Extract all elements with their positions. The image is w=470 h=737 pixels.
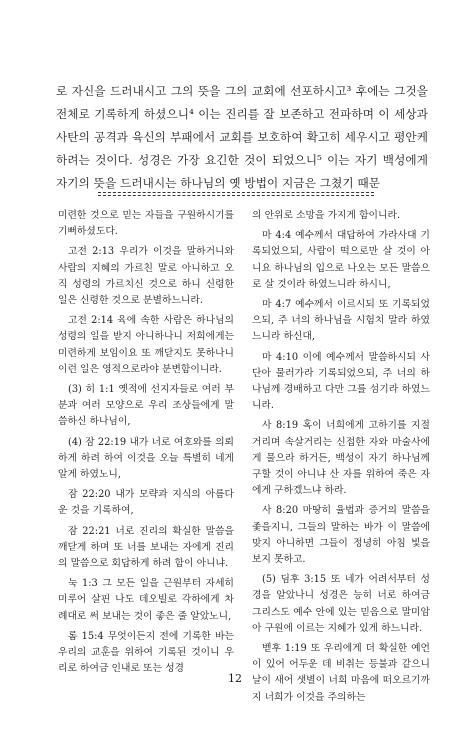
scripture-reference-paragraph: (3) 히 1:1 옛적에 선지자들로 여러 부분과 여러 모양으로 우리 조상들에게 말씀하신 하나님이, [58, 384, 234, 428]
scripture-reference-paragraph: 잠 22:20 내가 모략과 지식의 아름다운 것을 기록하여, [58, 489, 234, 517]
scripture-reference-paragraph: 마 4:7 예수께서 이르시되 또 기록되었으되, 주 너의 하나님을 시험치 말라 하였느니라 하신대, [252, 299, 430, 343]
page-number: 12 [228, 672, 242, 685]
footnote-column-right [252, 208, 430, 710]
footnote-column-left [58, 208, 234, 681]
scripture-reference-paragraph: 마 4:10 이에 예수께서 말씀하시되 사단아 물러가라 기록되었으되, 주 너의 하나님께 경배하고 다만 그를 섬기라 하였느니라. [252, 351, 430, 412]
scripture-reference-paragraph: 눅 1:3 그 모든 일을 근원부터 자세히 미루어 살핀 나도 데오빌로 각하에게 차례대로 써 보내는 것이 좋은 줄 알았노니, [58, 578, 234, 622]
main-paragraph: 로 자신을 드러내시고 그의 뜻을 그의 교회에 선포하시고³ 후에는 그것을 전체로 기록하게 하셨으니⁴ 이는 진리를 잘 보존하고 전파하며 이 세상과 사탄의 공격과 육신의 부패에서 교회를 보호하여 확고히 세우시고 평안케 하려는 것이다. 성경은 가장 요긴한 것이 되었으니⁵ 이는 자기 백성에게 자기의 뜻을 드러내시는 하나님의 옛 방법이 지금은 그쳤기 때문 [56, 84, 428, 190]
scripture-reference-paragraph: 고전 2:13 우리가 이것을 말하거니와 사람의 지혜의 가르친 말로 아니하고 오직 성령의 가르치신 것으로 하니 신령한 일은 신령한 것으로 분별하느니라. [58, 246, 234, 307]
main-text-block [56, 80, 428, 195]
scripture-reference-paragraph: 고전 2:14 육에 속한 사람은 하나님의 성령의 일을 받지 아니하나니 저희에게는 미련하게 보임이요 또 깨닫지도 못하나니 이런 일은 영적으로라야 분변함이니라. [58, 315, 234, 375]
scripture-reference-paragraph: 사 8:19 혹이 너희에게 고하기를 지절거리며 속살거리는 신접한 자와 마술사에게 물으라 하거든, 백성이 자기 하나님께 구할 것이 아니냐 산 자를 위하여 죽은 자에게 구하겠느냐 하라. [252, 420, 430, 497]
scripture-reference-paragraph: 벧후 1:19 또 우리에게 더 확실한 예언이 있어 어두운 데 비취는 등불과 같으니 날이 새어 샛별이 너희 마음에 떠오르기까지 너희가 이것을 주의하는 [252, 643, 430, 703]
scripture-reference-paragraph: 잠 22:21 너로 진리의 확실한 말씀을 깨닫게 하며 또 너를 보내는 자에게 진리의 말씀으로 회답하게 하려 함이 아니냐. [58, 525, 234, 570]
section-divider [98, 192, 374, 196]
scripture-reference-paragraph: 미련한 것으로 믿는 자들을 구원하시기를 기뻐하셨도다. [58, 210, 234, 238]
scripture-reference-paragraph: (4) 잠 22:19 내가 너로 여호와를 의뢰하게 하려 하여 이것을 오늘 특별히 네게 알게 하였노니, [58, 436, 234, 481]
scripture-reference-paragraph: (5) 딤후 3:15 또 네가 어려서부터 성경을 알았나니 성경은 능히 너로 하여금 그리스도 예수 안에 있는 믿음으로 말미암아 구원에 이르는 지혜가 있게 하느니라. [252, 574, 430, 634]
scripture-reference-paragraph: 롬 15:4 무엇이든지 전에 기록한 바는 우리의 교훈을 위하여 기록된 것이니 우리로 하여금 인내로 또는 성경 [58, 630, 234, 675]
scripture-reference-paragraph: 의 안위로 소망을 가지게 함이니라. [252, 210, 401, 221]
scripture-reference-paragraph: 사 8:20 마땅히 율법과 증거의 말씀을 좇을지니, 그들의 말하는 바가 이 말씀에 맞지 아니하면 그들이 정녕히 아침 빛을 보지 못하고. [252, 505, 430, 566]
scripture-reference-paragraph: 마 4:4 예수께서 대답하여 가라사대 기록되었으되, 사람이 떡으로만 살 것이 아니요 하나님의 입으로 나오는 모든 말씀으로 살 것이라 하였느니라 하시니, [252, 230, 430, 290]
